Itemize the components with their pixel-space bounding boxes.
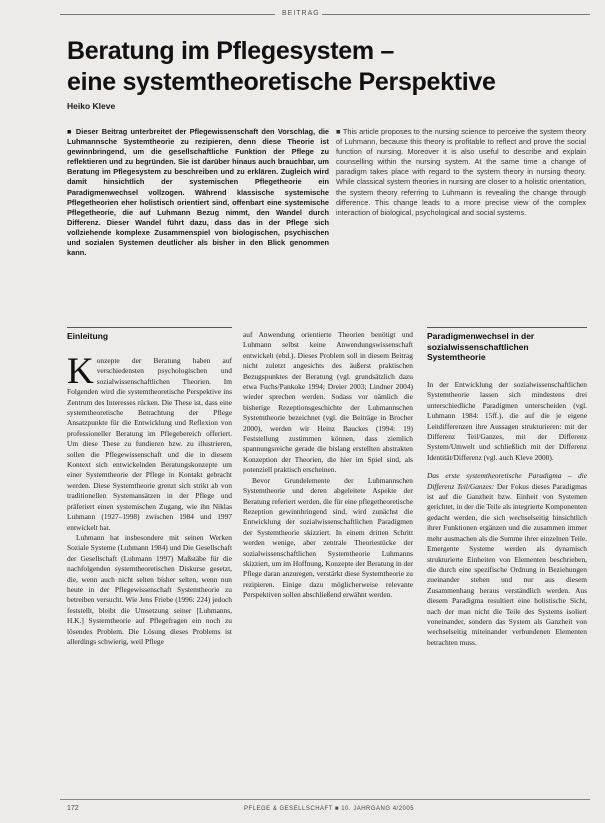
section-rule-paradigmenwechsel xyxy=(427,327,587,328)
journal-footer: PFLEGE & GESELLSCHAFT ■ 10. JAHRGANG 4/2005 xyxy=(244,806,415,812)
paradigmenwechsel-paragraph-2 xyxy=(427,471,587,648)
column-middle xyxy=(243,330,413,601)
footer-rule xyxy=(60,799,590,800)
header-label: BEITRAG xyxy=(282,10,320,17)
page-number: 172 xyxy=(67,805,79,812)
article-title xyxy=(67,36,587,98)
dropcap-letter: K xyxy=(67,351,94,392)
column-einleitung xyxy=(67,351,232,647)
title-line-2: eine systemtheoretische Perspektive xyxy=(67,68,496,96)
section-heading-einleitung: Einleitung xyxy=(67,331,109,341)
middle-paragraph-2: Bevor Grundelemente der Luhmannschen Systemtheorie und deren abgeleitete Aspekte der Beratung referiert werden, die für eine pflegetheoretische Rezeption gewinnbringend sind, wird zunächst die Entwicklung der sozialwissenschaftlichen Paradigmen der Systemtheorie skizziert. In einem dritten Schritt werden wenige, aber zentrale Theoriestücke der sozialwissenschaftlichen Systemtheorie Luhmanns skizziert, um im Hoffnung, Konzepte der Beratung in der Pflege daran anzuregen, verstärkt diese Systemtheorie zu rezipieren. Einige dazu möglicherweise relevante Perspektiven sollen abschließend erwähnt werden. xyxy=(243,475,413,600)
abstract-german: ■ Dieser Beitrag unterbreitet der Pflegewissenschaft den Vorschlag, die Luhmannsche Systemtheorie zu rezipieren, denn diese Theorie ist gewinnbringend, um die gesellschaftliche Funktion der Pflege zu reflektieren und zu begründen. Sie ist darüber hinaus auch brauchbar, um Beratung im Pflegesystem zu beschreiben und zu erklären. Zugleich wird damit hinsichtlich der systemischen Pflegetheorie ein Paradigmenwechsel vollzogen. Während klassische systemische Pflegetheorien eher holistisch orientiert sind, offenbart eine systemische Pflegetheorie, die auf Luhmann Bezug nimmt, den Wandel durch Differenz. Dieser Wandel führt dazu, dass das in der Pflege sich vollziehende komplexe Zusammenspiel von biologischen, psychischen und sozialen Systemen deutlicher als bisher in den Blick genommen kann. xyxy=(67,127,329,258)
middle-paragraph-1: auf Anwendung orientierte Theorien benötigt und Luhmann selbst keine Anwendungswissenschaft entwickelt (ebd.). Dieses Problem soll in diesem Beitrag nicht zuletzt angesichts des äußerst praktischen Bezugspunktes der Beratung (vgl. grundsätzlich dazu etwa Fuchs/Pankoke 1994; Dreier 2003; Lindner 2004) wieder sprechen werden. Sodass vor nämlich die bisherige Rezeptionsgeschichte der Luhmannschen Systemtheorie bezeichnet (vgl. die Beiträge in Brocher 2000), werden wir Heinz Bauckes (1994: 19) Feststellung zustimmen können, dass ziemlich spannungsreiche gerade die bislang erstellten abstrakten Konzeption der Theorien, die hier im Spiel sind, als potenziell praktisch erscheinen. xyxy=(243,330,413,475)
section-rule-einleitung xyxy=(67,327,232,328)
section-heading-paradigmenwechsel: Paradigmenwechsel in der sozialwissenschaftlichen Systemtheorie xyxy=(427,331,535,362)
author-name: Heiko Kleve xyxy=(67,101,116,111)
paradigm-label: Das erste systemtheoretische Paradigma – die Differenz Teil/Ganzes: xyxy=(427,471,587,491)
paradigmenwechsel-paragraph-1: In der Entwicklung der sozialwissenschaftlichen Systemtheorie lassen sich mindestens drei unterschiedliche Paradigmen unterscheiden (vgl. Luhmann 1984: 15ff.), die auf die je eigene Leitdifferenzen ihre Aussagen strukturieren: mit der Differenz Teil/Ganzes, mit der Differenz System/Umwelt und schließlich mit der Differenz Identität/Differenz (vgl. auch Kleve 2000). xyxy=(427,380,587,462)
paradigm-text: Der Fokus dieses Paradigmas ist auf die Ganzheit bzw. Einheit von Systemen gerichtet, in der die Teile als integrierte Komponenten gedacht werden, die sich wechselseitig hinsichtlich ihrer Funktionen ergänzen und die zusammen immer mehr ausmachen als die Summe ihrer einzelnen Teile. Emergente Systeme werden als dynamisch strukturierte Einheiten von Elementen beschrieben, die durch eine spezifische Ordnung in Beziehungen zueinander stehen und nur aus diesem Zusammenhang heraus verständlich werden. Aus diesem Paradigma resultiert eine holistische Sicht, nach der man nicht die Teile des Systems isoliert voneinander, sondern das System als Ganzheit von wechselseitig miteinander verbundenen Elementen betrachten muss. xyxy=(427,481,587,647)
header-rule-right xyxy=(322,14,590,15)
header-rule-left xyxy=(60,14,275,15)
abstract-english: ■ This article proposes to the nursing science to perceive the system theory of Luhmann, because this theory is profitable to reflect and prove the social function of nursing. Moreover it is also useful to describe and explain counselling within the nursing system. At the same time a change of paradigm takes place with regard to the system theory in nursing theory. While classical system theories in nursing are closer to a holistic orientation, the system theory referring to Luhmann is revealing the change through difference. This change leads to a more precise view of the complex interaction of biological, psychological and social systems. xyxy=(336,127,586,217)
column-paradigmenwechsel xyxy=(427,380,587,648)
einleitung-paragraph-1: onzepte der Beratung haben auf verschiedensten psychologischen und sozialwissenschaftlichen Theorien. Im Folgenden wird die systemtheoretische Perspektive ins Zentrum des Interesses rücken. Die These ist, dass eine systemtheoretische Betrachtung der Pflege Ansatzpunkte für die Entwicklung und Reflexion von professioneller Beratung im Pflegebereich offeriert. Um diese These zu fundieren bzw. zu illustrieren, sollen die Pflegewissenschaft und die in diesem Kontext sich entwickelnden Beratungskonzepte um einer Systemtheorie der Pflege in Kontakt gebracht werden. Diese Systemtheorie grenzt sich strikt ab von traditionellen Systemansätzen in der Pflege und präferiert einen systemischen Zugang, wie ihn Niklas Luhmann (1927–1998) zwischen 1984 und 1997 entwickelt hat. xyxy=(67,356,232,532)
title-line-1: Beratung im Pflegesystem – xyxy=(67,37,395,65)
einleitung-paragraph-2: Luhmann hat insbesondere mit seinen Werken Soziale Systeme (Luhmann 1984) und Die Gesellschaft der Gesellschaft (Luhmann 1997) Maßstäbe für die nachfolgenden systemtheoretischen Diskurse gesetzt, die, wenn auch nicht selten bisher selten, wenn nun heute in der Pflegewissenschaft Systemtheorie zu betreiben versucht. Wie Jens Friebe (1996: 224) jedoch feststellt, bleibt die Umsetzung seiner [Luhmanns, H.K.] Systemtheorie auf Pflegefragen ein noch zu lösendes Problem. Die Lösung dieses Problems ist allerdings schwierig, weil Pflege xyxy=(67,532,232,646)
